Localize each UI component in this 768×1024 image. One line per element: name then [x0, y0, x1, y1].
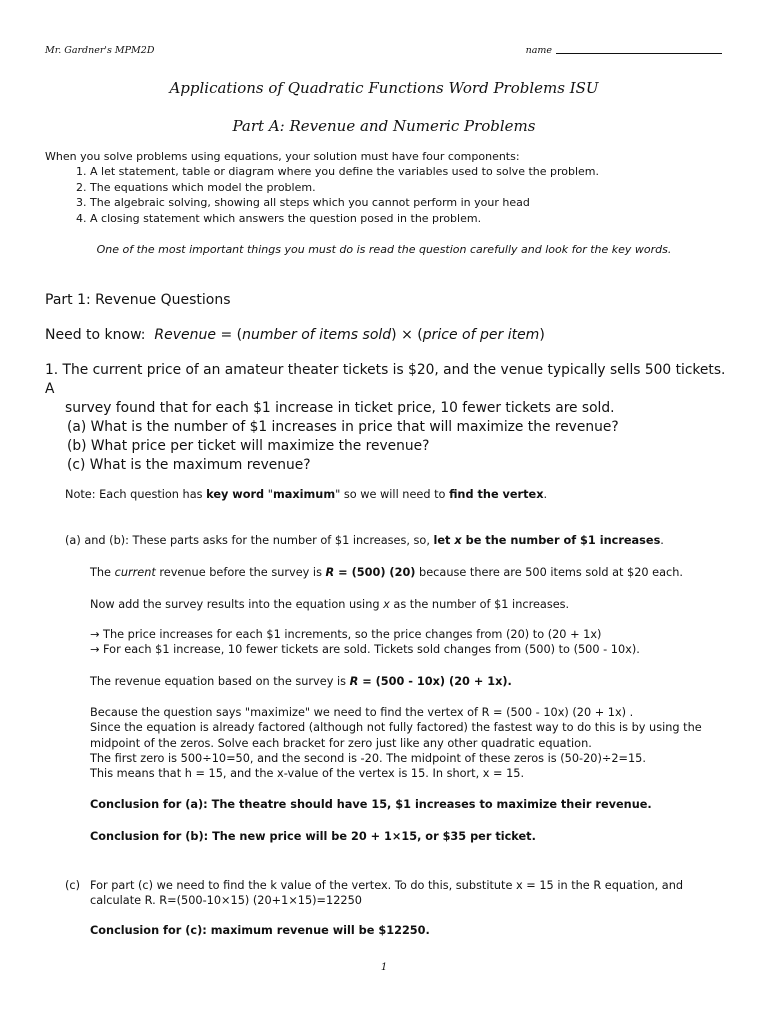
question-1 — [45, 361, 735, 475]
name-blank-line — [556, 53, 722, 54]
formula-revenue: Revenue — [154, 327, 217, 343]
revenue-symbol: R — [325, 566, 335, 579]
text: because there are 500 items sold at $20 each. — [415, 566, 684, 579]
list-item: 4. A closing statement which answers the question posed in the problem. — [90, 211, 599, 227]
text: The revenue equation based on the survey is — [90, 675, 350, 688]
let-text: (a) and (b): These parts asks for the number of $1 increases, so, — [65, 534, 434, 547]
note-keyword: key word — [206, 488, 265, 501]
explanation-line: Since the equation is already factored (although not fully factored) the fastest way to do this is by using the — [90, 721, 702, 735]
revenue-formula: Need to know: Revenue = (number of items sold) × (price of per item) — [45, 327, 545, 343]
text-italic: current — [114, 566, 156, 579]
arrow-point-tickets: → For each $1 increase, 10 fewer tickets are sold. Tickets sold changes from (500) to (500 - 10x). — [90, 643, 640, 656]
list-item: 2. The equations which model the problem. — [90, 180, 599, 196]
document-subtitle: Part A: Revenue and Numeric Problems — [232, 117, 536, 135]
document-title: Applications of Quadratic Functions Word Problems ISU — [169, 79, 599, 97]
conclusion-a: Conclusion for (a): The theatre should have 15, $1 increases to maximize their revenue. — [90, 798, 652, 811]
explanation-line: Because the question says "maximize" we need to find the vertex of R = (500 - 10x) (20 + 1x) . — [90, 706, 634, 719]
note-keyword: find the vertex — [449, 488, 544, 501]
vertex-explanation — [90, 705, 710, 781]
question-part-c: (c) What is the maximum revenue? — [67, 457, 311, 473]
variable: x — [383, 598, 390, 611]
part-c-text: calculate R. R=(500-10×15) (20+1×15)=12250 — [90, 894, 362, 907]
note-line — [65, 487, 547, 502]
question-text: survey found that for each $1 increase in ticket price, 10 fewer tickets are sold. — [65, 400, 615, 416]
question-part-a: (a) What is the number of $1 increases in price that will maximize the revenue? — [67, 419, 619, 435]
current-equation: = (500) (20) — [334, 566, 416, 579]
explanation-line: This means that h = 15, and the x-value of the vertex is 15. In short, x = 15. — [90, 767, 525, 781]
explanation-line: The first zero is 500÷10=50, and the second is -20. The midpoint of these zeros is (50-20)÷2=15. — [90, 751, 646, 765]
let-text: . — [660, 534, 664, 547]
formula-price: price of per item — [422, 327, 540, 343]
question-part-b: (b) What price per ticket will maximize the revenue? — [67, 438, 430, 454]
name-label: name — [525, 45, 552, 56]
text: revenue before the survey is — [155, 566, 326, 579]
need-label: Need to know: — [45, 327, 146, 343]
intro-text: When you solve problems using equations, your solution must have four components: — [45, 150, 520, 163]
formula-items: number of items sold — [242, 327, 392, 343]
list-item: 3. The algebraic solving, showing all steps which you cannot perform in your head — [90, 195, 599, 211]
note-text: " — [264, 488, 273, 501]
page-number: 1 — [380, 962, 388, 973]
conclusion-c: Conclusion for (c): maximum revenue will be $12250. — [90, 924, 430, 937]
current-revenue-line — [90, 565, 710, 580]
key-words-tip: One of the most important things you must do is read the question carefully and look for the key words. — [96, 243, 672, 256]
formula-equals: = — [220, 327, 233, 343]
text: Now add the survey results into the equation using — [90, 598, 384, 611]
text: as the number of $1 increases. — [389, 598, 570, 611]
let-bold: let — [433, 534, 455, 547]
note-text: Note: Each question has — [65, 488, 207, 501]
teacher-course-header: Mr. Gardner's MPM2D — [45, 45, 155, 56]
let-bold: be the number of $1 increases — [461, 534, 661, 547]
components-list — [45, 164, 599, 226]
let-variable: x — [454, 534, 462, 547]
arrow-point-price: → The price increases for each $1 increments, so the price changes from (20) to (20 + 1x) — [90, 628, 602, 641]
revenue-equation: = (500 - 10x) (20 + 1x). — [358, 675, 512, 688]
section-heading: Part 1: Revenue Questions — [45, 292, 231, 308]
text: The — [90, 566, 115, 579]
conclusion-b: Conclusion for (b): The new price will be 20 + 1×15, or $35 per ticket. — [90, 830, 536, 843]
part-c-label: (c) — [65, 879, 81, 892]
revenue-symbol: R — [349, 675, 359, 688]
explanation-line: midpoint of the zeros. Solve each bracket for zero just like any other quadratic equation. — [90, 736, 592, 750]
name-field-label — [526, 45, 722, 58]
note-text: " so we will need to — [335, 488, 450, 501]
question-text: 1. The current price of an amateur theater tickets is $20, and the venue typically sells 500 tickets. A — [45, 362, 726, 397]
revenue-equation-line — [90, 674, 710, 689]
note-keyword: maximum — [272, 488, 336, 501]
let-statement — [65, 533, 664, 548]
formula-times: × — [401, 327, 413, 343]
note-text: . — [543, 488, 548, 501]
now-add-line — [90, 597, 710, 612]
list-item: 1. A let statement, table or diagram where you define the variables used to solve the problem. — [90, 164, 599, 180]
part-c-solution — [65, 878, 705, 908]
part-c-text: For part (c) we need to find the k value of the vertex. To do this, substitute x = 15 in the R equation, and — [90, 879, 684, 892]
